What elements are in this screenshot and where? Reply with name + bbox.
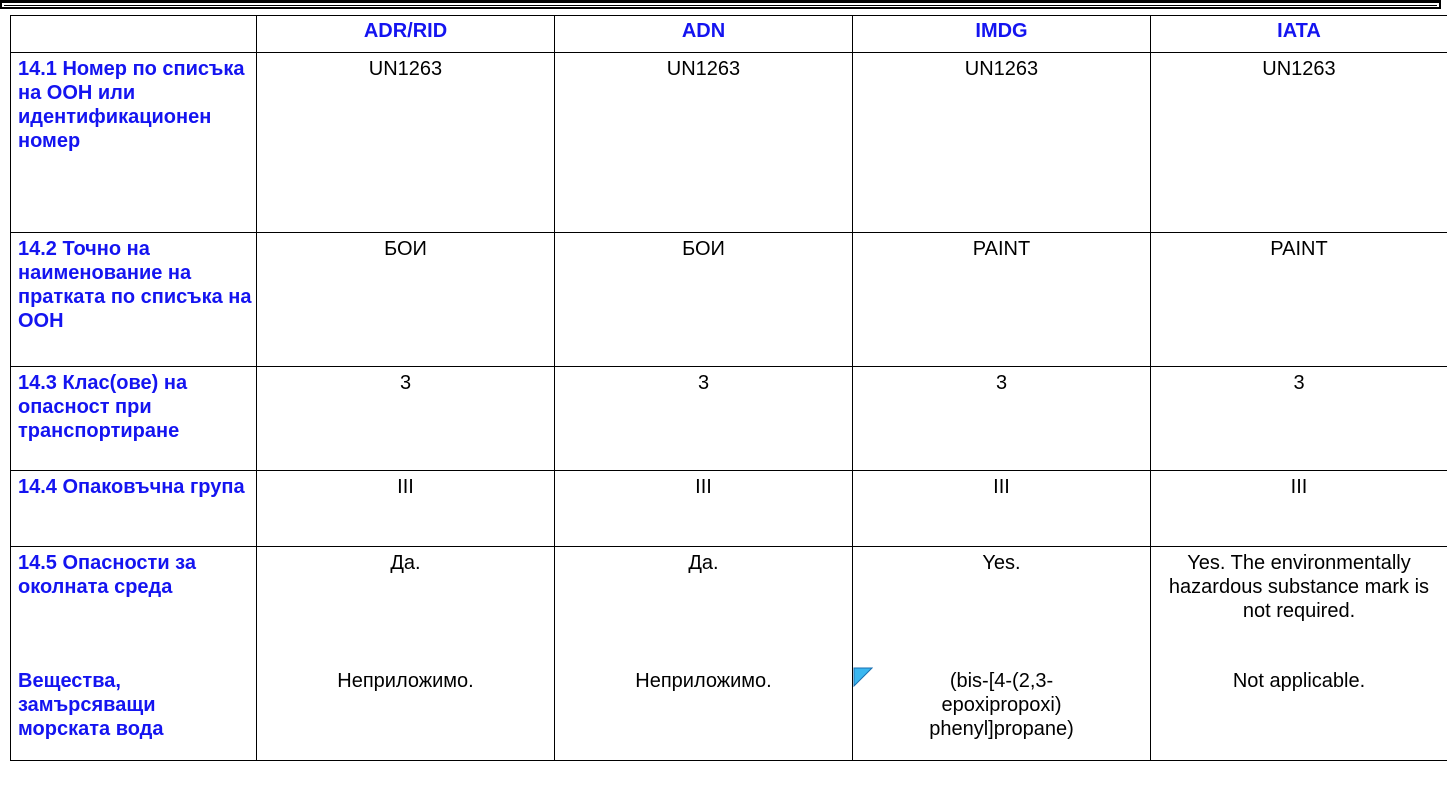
table-row: [11, 547, 1447, 665]
table-cell: 3: [555, 367, 853, 471]
table-cell: Да.: [555, 547, 853, 665]
table-cell-imdg-marine: [853, 665, 1151, 761]
row-label-shipping-name: 14.2 Точно на наименование на пратката по списъка на ООН: [11, 233, 257, 367]
marine-pollutant-text: (bis-[4-(2,3-epoxipropoxi) phenyl]propane): [929, 669, 1074, 740]
table-cell: 3: [853, 367, 1151, 471]
table-cell: UN1263: [853, 53, 1151, 233]
table-cell: Неприложимо.: [555, 665, 853, 761]
header-empty: [11, 16, 257, 53]
table-cell: UN1263: [1151, 53, 1447, 233]
table-row: [11, 53, 1447, 233]
row-label-packing-group: 14.4 Опаковъчна група: [11, 471, 257, 547]
row-label-hazard-class: 14.3 Клас(ове) на опасност при транспортиране: [11, 367, 257, 471]
table-cell: III: [1151, 471, 1447, 547]
header-adr-rid: ADR/RID: [257, 16, 555, 53]
table-cell: III: [853, 471, 1151, 547]
table-cell: III: [257, 471, 555, 547]
table-cell: БОИ: [257, 233, 555, 367]
page-top-frame: [0, 0, 1441, 9]
table-cell: 3: [1151, 367, 1447, 471]
header-iata: IATA: [1151, 16, 1447, 53]
marine-cell-wrap: [859, 669, 1144, 741]
table-cell: PAINT: [1151, 233, 1447, 367]
table-cell: БОИ: [555, 233, 853, 367]
table-cell: Да.: [257, 547, 555, 665]
transport-info-table: [10, 15, 1447, 761]
row-label-un-number: 14.1 Номер по списъка на ООН или идентификационен номер: [11, 53, 257, 233]
row-label-marine-pollutants: Вещества, замърсяващи морската вода: [11, 665, 257, 761]
row-label-environmental-hazards: 14.5 Опасности за околната среда: [11, 547, 257, 665]
table-cell: PAINT: [853, 233, 1151, 367]
table-cell: III: [555, 471, 853, 547]
table-cell: UN1263: [257, 53, 555, 233]
table-row: [11, 665, 1447, 761]
table-cell: Yes.: [853, 547, 1151, 665]
table-row: [11, 233, 1447, 367]
table-cell: UN1263: [555, 53, 853, 233]
table-cell: 3: [257, 367, 555, 471]
table-cell: Неприложимо.: [257, 665, 555, 761]
table-cell: Yes. The environmentally hazardous substance mark is not required.: [1151, 547, 1447, 665]
table-cell: Not applicable.: [1151, 665, 1447, 761]
table-row: [11, 471, 1447, 547]
header-adn: ADN: [555, 16, 853, 53]
header-row: [11, 16, 1447, 53]
header-imdg: IMDG: [853, 16, 1151, 53]
table-row: [11, 367, 1447, 471]
